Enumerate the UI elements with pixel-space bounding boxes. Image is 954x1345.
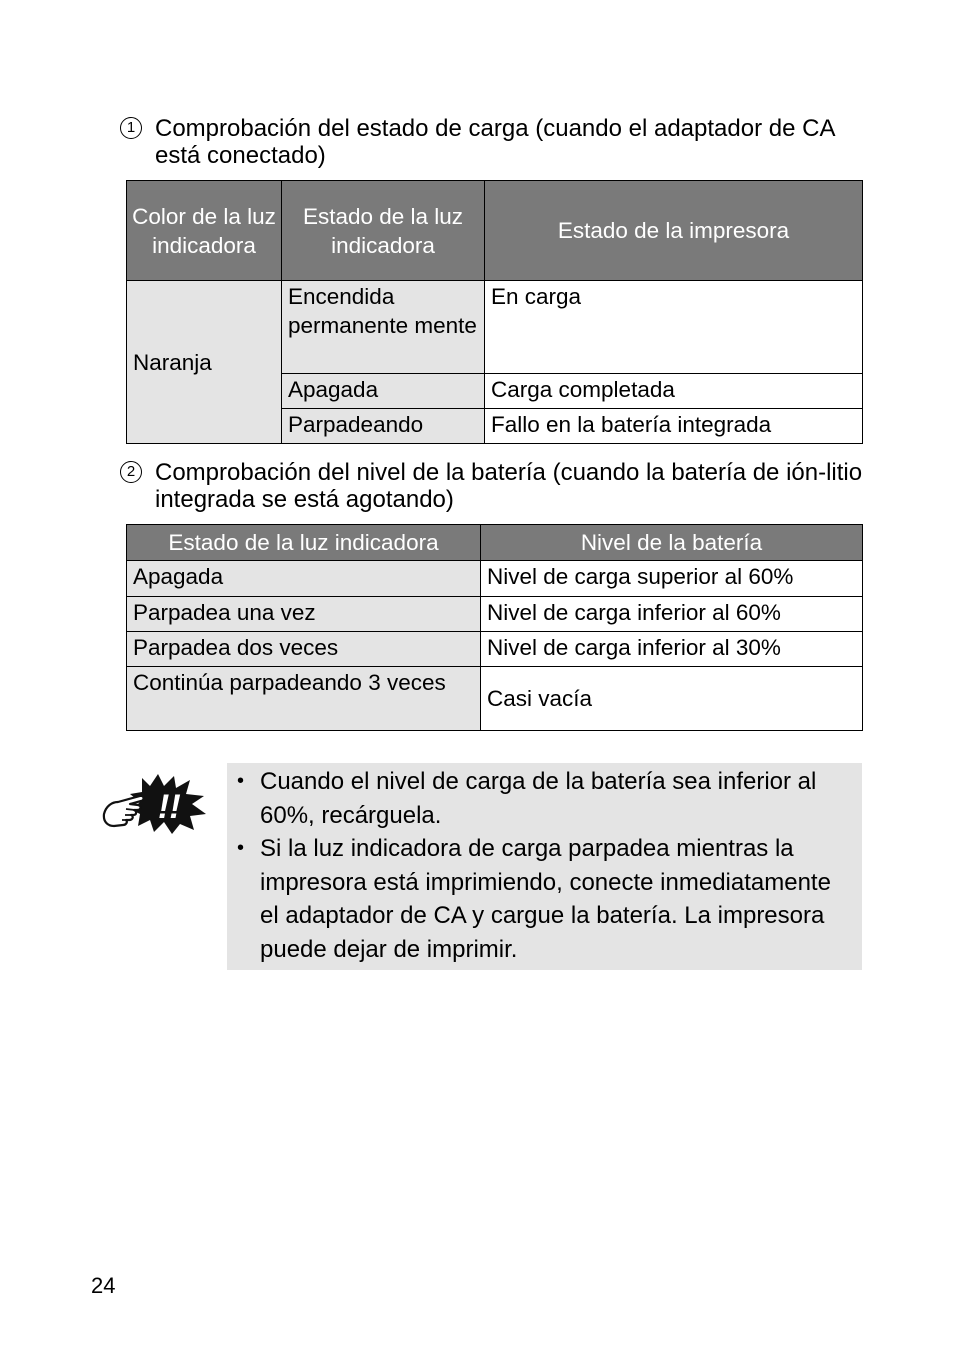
battery-level-cell: Nivel de carga superior al 60% [481, 561, 863, 597]
light-state-cell: Parpadeando [282, 409, 485, 444]
light-state-cell: Apagada [282, 374, 485, 409]
header-battery-level: Nivel de la batería [481, 525, 863, 561]
section-2-title: Comprobación del nivel de la batería (cuando la batería de ión-litio integrada se está agotando) [155, 459, 863, 513]
note-item [235, 832, 852, 966]
table-row [127, 632, 863, 667]
header-light-color: Color de la luz indicadora [127, 181, 282, 281]
light-state-cell: Parpadea una vez [127, 597, 481, 632]
pointing-hand-exclamation-icon [100, 772, 210, 834]
header-printer-state: Estado de la impresora [485, 181, 863, 281]
table-row [127, 281, 863, 374]
table-header-row [127, 525, 863, 561]
light-state-cell: Encendida permanente mente [282, 281, 485, 374]
printer-state-cell: Fallo en la batería integrada [485, 409, 863, 444]
battery-level-cell: Nivel de carga inferior al 30% [481, 632, 863, 667]
light-color-cell: Naranja [127, 281, 282, 444]
light-state-cell: Continúa parpadeando 3 veces [127, 667, 481, 731]
note-list [235, 765, 852, 966]
section-2-heading [120, 459, 865, 513]
charge-status-table [126, 180, 863, 444]
table-header-row [127, 181, 863, 281]
printer-state-cell: En carga [485, 281, 863, 374]
battery-level-cell: Casi vacía [481, 667, 863, 731]
printer-state-cell: Carga completada [485, 374, 863, 409]
light-state-cell: Apagada [127, 561, 481, 597]
circled-number-2: 2 [120, 461, 142, 483]
section-1-title: Comprobación del estado de carga (cuando el adaptador de CA está conectado) [155, 115, 835, 169]
table-row [127, 597, 863, 632]
bullet: • [237, 770, 245, 792]
note-text: Cuando el nivel de carga de la batería sea inferior al 60%, recárguela. [260, 768, 817, 829]
note-box [227, 763, 862, 970]
note-item [235, 765, 852, 832]
battery-level-table [126, 524, 863, 731]
header-light-state: Estado de la luz indicadora [127, 525, 481, 561]
battery-level-cell: Nivel de carga inferior al 60% [481, 597, 863, 632]
header-light-state: Estado de la luz indicadora [282, 181, 485, 281]
table-row [127, 561, 863, 597]
page-number: 24 [91, 1273, 116, 1298]
note-text: Si la luz indicadora de carga parpadea mientras la impresora está imprimiendo, conecte inmediatamente el adaptador de CA y cargue la batería. La impresora puede dejar de imprimir. [260, 835, 831, 963]
bullet: • [237, 837, 245, 859]
table-row [127, 667, 863, 731]
svg-text:!!: !! [158, 788, 181, 826]
circled-number-1: 1 [120, 117, 142, 139]
section-1-heading [120, 115, 865, 169]
light-state-cell: Parpadea dos veces [127, 632, 481, 667]
